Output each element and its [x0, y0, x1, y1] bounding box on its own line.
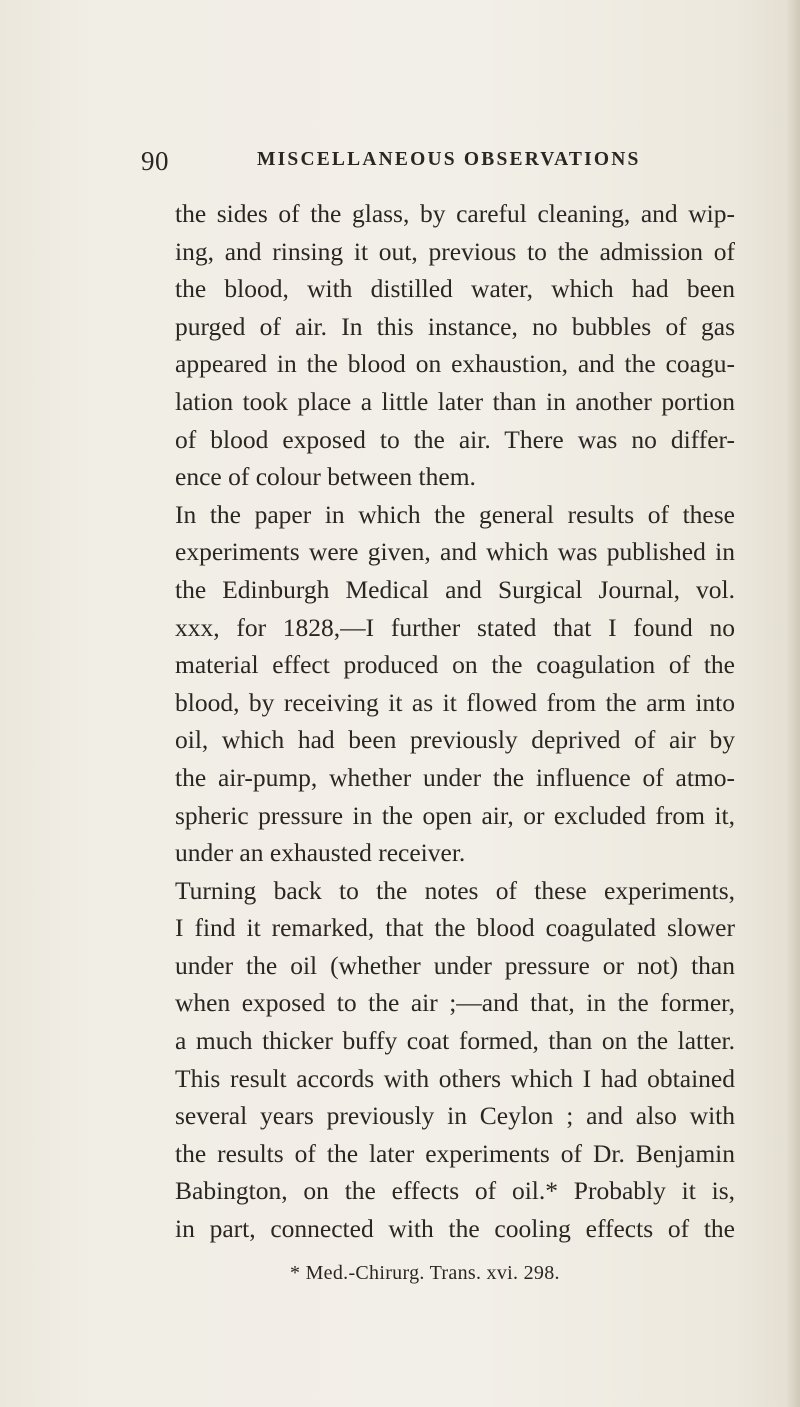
- text-line: in part, connected with the cooling effects of the: [175, 1214, 735, 1244]
- text-line: several years previously in Ceylon ; and also with: [175, 1101, 735, 1131]
- text-line: of blood exposed to the air. There was no differ-: [175, 424, 735, 454]
- body-text: [175, 195, 735, 1248]
- text-line: material effect produced on the coagulation of the: [175, 650, 735, 680]
- text-line: lation took place a little later than in another portion: [175, 386, 735, 416]
- text-line: a much thicker buffy coat formed, than on the latter.: [175, 1026, 735, 1056]
- text-line: Turning back to the notes of these experiments,: [175, 875, 735, 905]
- footnote: * Med.-Chirurg. Trans. xvi. 298.: [290, 1262, 560, 1284]
- text-line: oil, which had been previously deprived of air by: [175, 725, 735, 755]
- page-edge-shadow: [786, 0, 800, 1407]
- text-line: ence of colour between them.: [175, 462, 476, 492]
- text-line: the blood, with distilled water, which had been: [175, 274, 735, 304]
- text-line: I find it remarked, that the blood coagulated slower: [175, 913, 735, 943]
- text-line: This result accords with others which I had obtained: [175, 1063, 735, 1093]
- text-line: appeared in the blood on exhaustion, and the coagu-: [175, 349, 735, 379]
- page-number: 90: [141, 146, 169, 176]
- text-line: xxx, for 1828,—I further stated that I found no: [175, 612, 735, 642]
- text-line: the Edinburgh Medical and Surgical Journal, vol.: [175, 574, 735, 604]
- text-line: blood, by receiving it as it flowed from the arm into: [175, 687, 735, 717]
- running-head: MISCELLANEOUS OBSERVATIONS: [257, 149, 641, 170]
- text-line: purged of air. In this instance, no bubbles of gas: [175, 311, 735, 341]
- text-line: experiments were given, and which was published in: [175, 537, 735, 567]
- text-line: In the paper in which the general results of these: [175, 499, 735, 529]
- text-line: when exposed to the air ;—and that, in the former,: [175, 988, 735, 1018]
- text-line: Babington, on the effects of oil.* Probably it is,: [175, 1176, 735, 1206]
- text-line: the air-pump, whether under the influence of atmo-: [175, 762, 735, 792]
- page-header: [141, 146, 661, 180]
- text-line: ing, and rinsing it out, previous to the admission of: [175, 236, 735, 266]
- text-line: spheric pressure in the open air, or excluded from it,: [175, 800, 735, 830]
- text-line: under an exhausted receiver.: [175, 838, 466, 868]
- text-line: the results of the later experiments of Dr. Benjamin: [175, 1138, 735, 1168]
- text-line: under the oil (whether under pressure or not) than: [175, 950, 735, 980]
- text-line: the sides of the glass, by careful cleaning, and wip-: [175, 199, 735, 228]
